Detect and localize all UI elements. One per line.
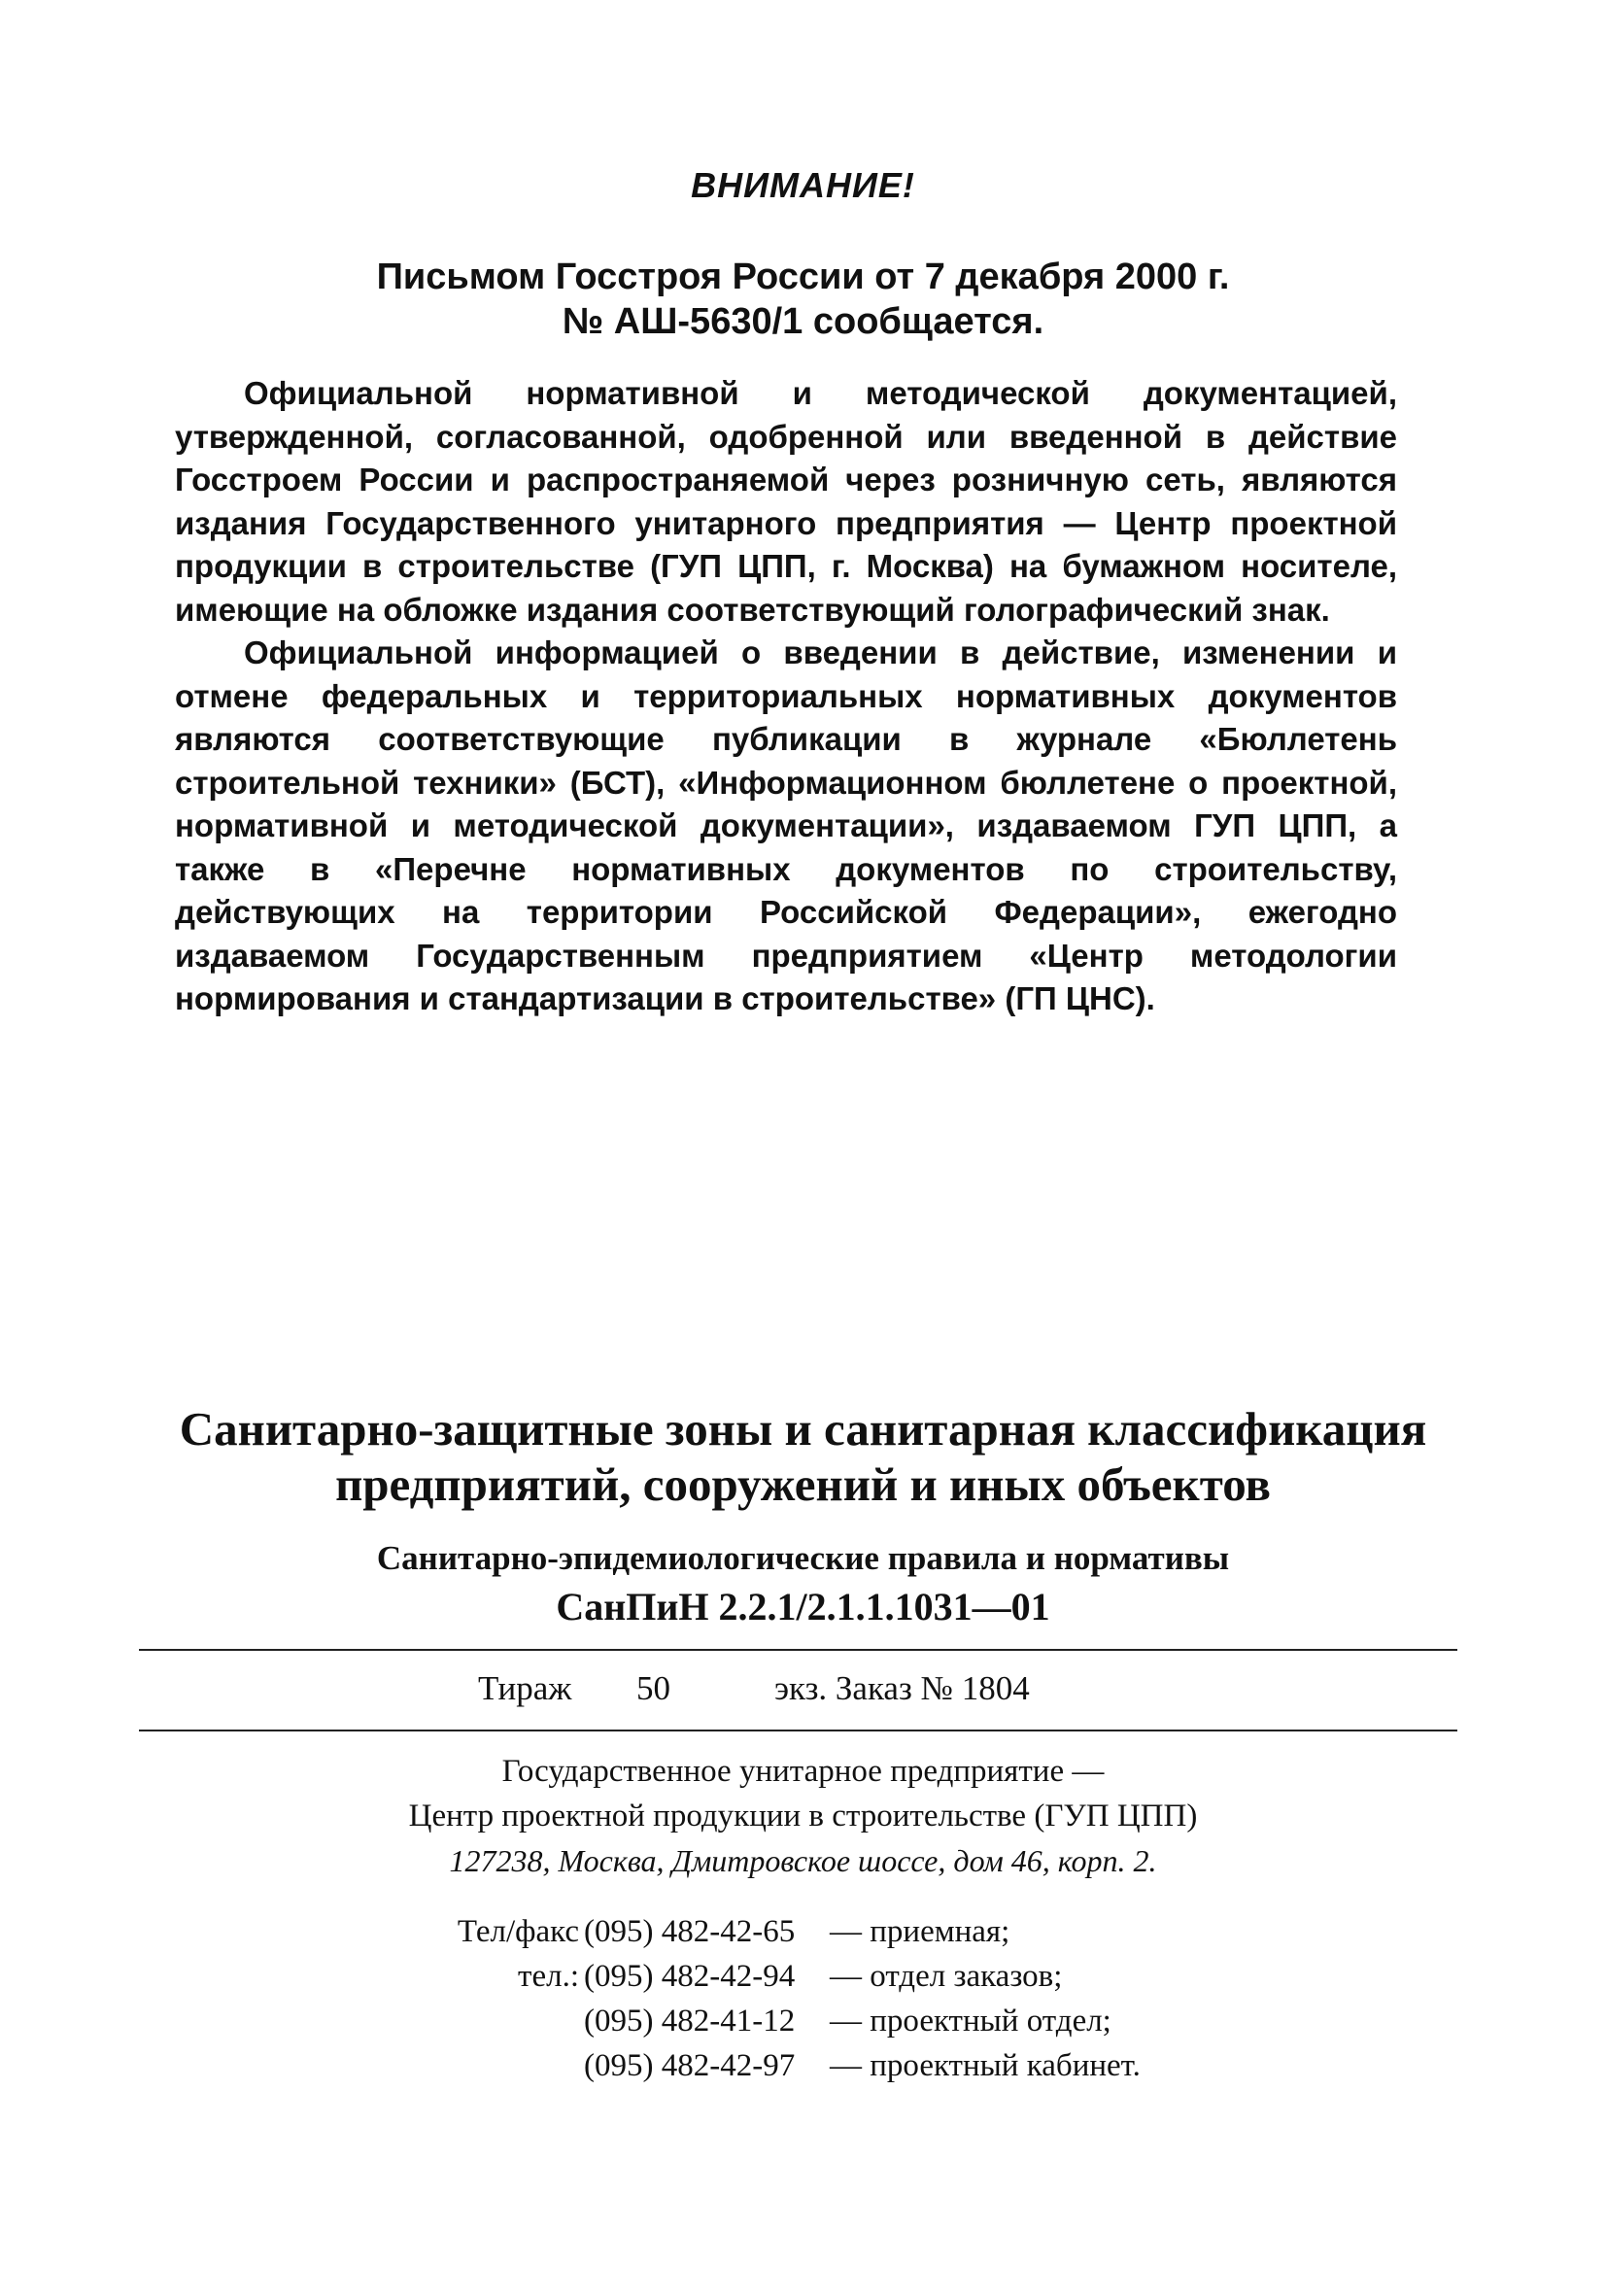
- contact-label: тел.:: [518, 1959, 579, 1994]
- print-run-line: [0, 1669, 1606, 1718]
- notice-body: [175, 372, 1397, 1021]
- contact-description: — проектный кабинет.: [830, 2048, 1141, 2083]
- document-title-line-1: Санитарно-защитные зоны и санитарная классификация: [179, 1402, 1427, 1456]
- notice-paragraph-1: Официальной нормативной и методической документацией, утвержденной, согласованной, одобренной или введенной в действие Госстроем России и распространяемой через розничную сеть, являются издания Государственного унитарного предприятия — Центр проектной продукции в строительстве (ГУП ЦПП, г. Москва) на бумажном носителе, имеющие на обложке издания соответствующий голографический знак.: [175, 375, 1397, 628]
- divider-top: [139, 1649, 1457, 1651]
- order-number: экз. Заказ № 1804: [774, 1669, 1030, 1707]
- letter-heading: [0, 255, 1606, 344]
- contact-phone: (095) 482-41-12: [584, 2004, 796, 2039]
- document-title: [0, 1401, 1606, 1512]
- letter-heading-line-2: № АШ-5630/1 сообщается.: [562, 301, 1044, 342]
- contact-row: [0, 1959, 1606, 2002]
- divider-bottom: [139, 1730, 1457, 1731]
- attention-heading: ВНИМАНИЕ!: [691, 165, 915, 205]
- document-title-line-2: предприятий, сооружений и иных объектов: [335, 1457, 1271, 1511]
- publisher-line-2: Центр проектной продукции в строительстве (ГУП ЦПП): [408, 1799, 1198, 1833]
- contact-description: — отдел заказов;: [830, 1959, 1063, 1994]
- publisher-line-1: Государственное унитарное предприятие —: [501, 1754, 1105, 1789]
- contact-phone: (095) 482-42-97: [584, 2048, 796, 2083]
- contact-description: — приемная;: [830, 1914, 1010, 1949]
- notice-paragraph-2: Официальной информацией о введении в действие, изменении и отмене федеральных и территориальных нормативных документов являются соответствующие публикации в журнале «Бюллетень строительной техники» (БСТ), «Информационном бюллетене о проектной, нормативной и методической документации», издаваемом ГУП ЦПП, а также в «Перечне нормативных документов по строительству, действующих на территории Российской Федерации», ежегодно издаваемом Государственным предприятием «Центр методологии нормирования и стандартизации в строительстве» (ГП ЦНС).: [175, 634, 1397, 1016]
- publisher: [0, 1749, 1606, 1838]
- contact-row: [0, 2048, 1606, 2091]
- contact-label: Тел/факс: [457, 1914, 579, 1949]
- document-code: СанПиН 2.2.1/2.1.1.1031—01: [556, 1585, 1050, 1628]
- print-run-count: 50: [636, 1669, 670, 1707]
- print-run-label: Тираж: [478, 1669, 572, 1707]
- contact-phone: (095) 482-42-65: [584, 1914, 796, 1949]
- document-subtitle: Санитарно-эпидемиологические правила и нормативы: [376, 1539, 1230, 1577]
- contact-description: — проектный отдел;: [830, 2004, 1111, 2039]
- contact-row: [0, 2004, 1606, 2046]
- contact-phone: (095) 482-42-94: [584, 1959, 796, 1994]
- contact-row: [0, 1914, 1606, 1957]
- letter-heading-line-1: Письмом Госстроя России от 7 декабря 2000 г.: [376, 257, 1230, 297]
- publisher-address: 127238, Москва, Дмитровское шоссе, дом 46, корп. 2.: [449, 1843, 1157, 1878]
